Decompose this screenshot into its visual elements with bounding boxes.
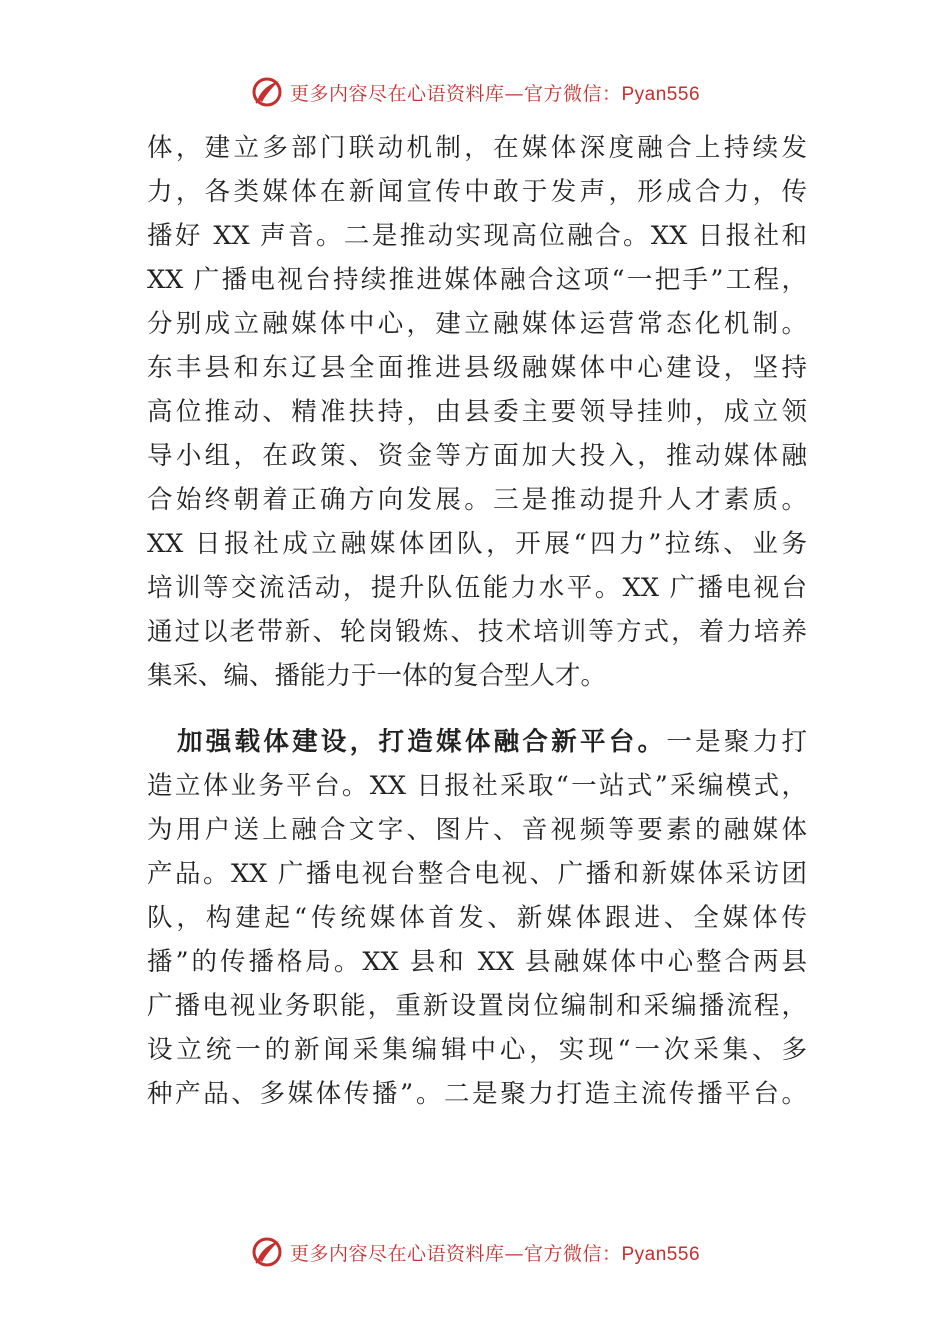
text-line: 通过以老带新、轮岗锻炼、技术培训等方式，着力培养	[147, 617, 807, 647]
text-line: 体，建立多部门联动机制，在媒体深度融合上持续发	[147, 133, 807, 163]
watermark-account: Pyan556	[621, 1243, 701, 1265]
text-line: XX 日报社成立融媒体团队，开展“四力”拉练、业务	[147, 529, 807, 559]
watermark-header	[0, 72, 950, 112]
text-line: 分别成立融媒体中心，建立融媒体运营常态化机制。	[147, 309, 807, 339]
paragraph-heading: 加强载体建设，打造媒体融合新平台。	[177, 727, 667, 757]
text-line: 力，各类媒体在新闻宣传中敢于发声，形成合力，传	[147, 177, 807, 207]
text-line: 种产品、多媒体传播”。二是聚力打造主流传播平台。	[147, 1079, 807, 1109]
text-line-first	[147, 720, 807, 764]
text-line: 培训等交流活动，提升队伍能力水平。XX 广播电视台	[147, 573, 807, 603]
watermark-text: 更多内容尽在心语资料库—官方微信：Pyan556	[289, 82, 701, 105]
text-line: 东丰县和东辽县全面推进县级融媒体中心建设，坚持	[147, 353, 807, 383]
paragraph-1	[147, 126, 807, 698]
library-logo-icon	[250, 75, 284, 109]
text-line: 播好 XX 声音。二是推动实现高位融合。XX 日报社和	[147, 221, 807, 251]
paragraph-2	[147, 720, 807, 1116]
text-line: 广播电视业务职能，重新设置岗位编制和采编播流程，	[147, 991, 807, 1021]
text-line: 造立体业务平台。XX 日报社采取“一站式”采编模式，	[147, 771, 807, 801]
text-line: 为用户送上融合文字、图片、音视频等要素的融媒体	[147, 815, 807, 845]
text-line: XX 广播电视台持续推进媒体融合这项“一把手”工程，	[147, 265, 807, 295]
watermark-text: 更多内容尽在心语资料库—官方微信：Pyan556	[289, 1242, 701, 1265]
text-line: 合始终朝着正确方向发展。三是推动提升人才素质。	[147, 485, 807, 515]
text-line: 设立统一的新闻采集编辑中心，实现“一次采集、多	[147, 1035, 807, 1065]
text-line: 导小组，在政策、资金等方面加大投入，推动媒体融	[147, 441, 807, 471]
library-logo-icon	[250, 1235, 284, 1269]
text-line: 集采、编、播能力于一体的复合型人才。	[147, 661, 607, 691]
text-line: 队，构建起“传统媒体首发、新媒体跟进、全媒体传	[147, 903, 807, 933]
text-line: 高位推动、精准扶持，由县委主要领导挂帅，成立领	[147, 397, 807, 427]
document-body	[147, 126, 807, 1116]
watermark-footer	[0, 1232, 950, 1272]
text-run: 一是聚力打	[666, 727, 807, 757]
text-line: 播”的传播格局。XX 县和 XX 县融媒体中心整合两县	[147, 947, 807, 977]
text-line: 产品。XX 广播电视台整合电视、广播和新媒体采访团	[147, 859, 807, 889]
watermark-account: Pyan556	[621, 83, 701, 105]
